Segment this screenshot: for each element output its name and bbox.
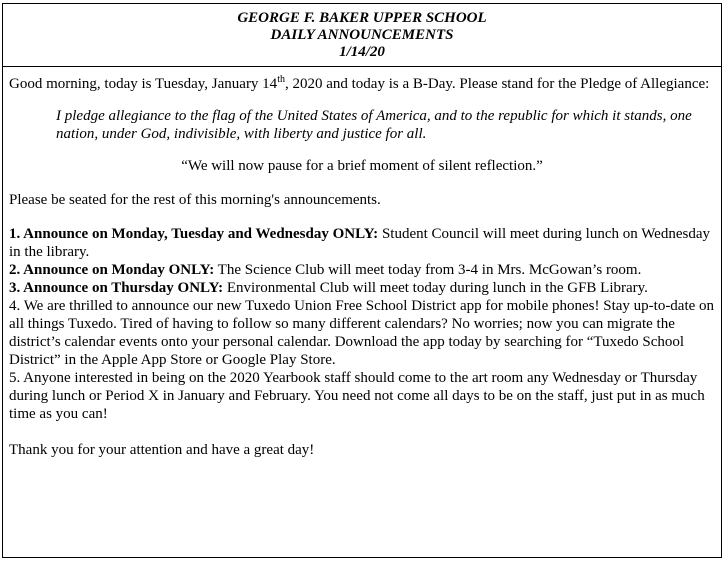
- school-name: GEORGE F. BAKER UPPER SCHOOL: [237, 10, 487, 26]
- announcement-label: 2. Announce on Monday ONLY:: [9, 262, 215, 278]
- announcement-list: [9, 225, 715, 423]
- announcement-item: [9, 297, 715, 369]
- announcement-text: Student Council will meet during lunch on Wednesday in the library.: [9, 226, 710, 260]
- announcement-text: 4. We are thrilled to announce our new Tuxedo Union Free School District app for mobile phones! Stay up-to-date on all things Tuxedo. Tired of having to follow so many different calendars? No worries; now you can migrate the district’s calendar events onto your personal calendar. Download the app today by searching for “Tuxedo School District” in the Apple App Store or Google Play Store.: [9, 298, 715, 368]
- announcement-text: Environmental Club will meet today during lunch in the GFB Library.: [223, 280, 648, 296]
- announcement-document: [2, 3, 722, 558]
- intro-text-start: Good morning, today is Tuesday, January 14: [9, 76, 278, 92]
- document-header: [3, 4, 721, 67]
- seated-text: Please be seated for the rest of this morning's announcements.: [9, 192, 381, 208]
- announcement-item: [9, 279, 715, 297]
- announcement-item: [9, 261, 715, 279]
- document-title: DAILY ANNOUNCEMENTS: [270, 27, 454, 43]
- intro-date-suffix: th: [277, 74, 285, 85]
- announcement-label: 3. Announce on Thursday ONLY:: [9, 280, 224, 296]
- announcement-text: 5. Anyone interested in being on the 2020 Yearbook staff should come to the art room any Wednesday or Thursday during lunch or Period X in January and February. You need not come all days to be on the staff, just put in as much time as you can!: [9, 370, 705, 422]
- document-date: 1/14/20: [339, 44, 385, 60]
- announcement-item: [9, 369, 715, 423]
- announcement-item: [9, 225, 715, 261]
- announcement-text: The Science Club will meet today from 3-4 in Mrs. McGowan’s room.: [214, 262, 642, 278]
- closing-text: Thank you for your attention and have a great day!: [9, 442, 315, 458]
- pledge-text: I pledge allegiance to the flag of the United States of America, and to the republic for which it stands, one nation, under God, indivisible, with liberty and justice for all.: [56, 108, 692, 142]
- intro-paragraph: [9, 75, 715, 93]
- intro-text-end: , 2020 and today is a B-Day. Please stand for the Pledge of Allegiance:: [284, 76, 710, 92]
- document-body: [3, 67, 721, 459]
- announcement-label: 1. Announce on Monday, Tuesday and Wednesday ONLY:: [9, 226, 379, 242]
- silent-reflection-text: “We will now pause for a brief moment of silent reflection.”: [181, 158, 543, 174]
